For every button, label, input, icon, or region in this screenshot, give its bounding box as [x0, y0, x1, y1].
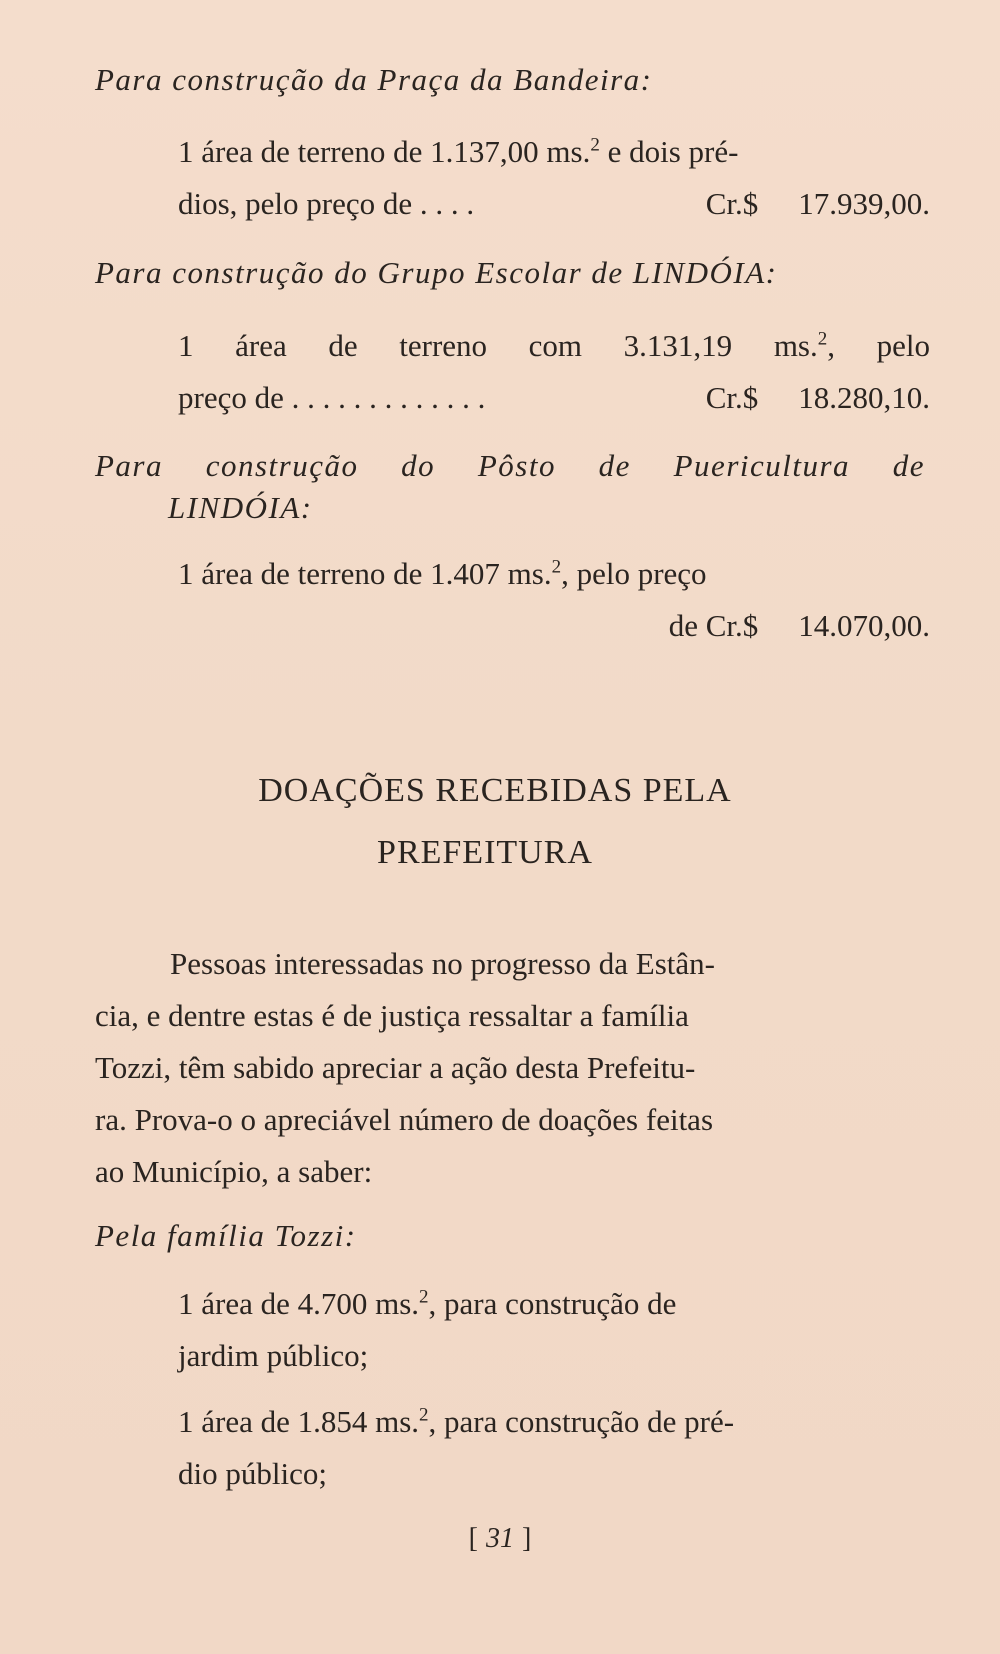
- entry-line: dio público;: [178, 1456, 327, 1491]
- entry-price-line: [178, 178, 930, 230]
- entry-text: , pelo preço: [561, 556, 707, 591]
- entry-text: , para construção de pré-: [428, 1404, 735, 1439]
- entry-predio-publico: [178, 1396, 930, 1500]
- entry-text: 1 área de terreno de 1.137,00 ms.: [178, 134, 591, 169]
- superscript: 2: [419, 1404, 429, 1426]
- entry-text: , para construção de: [428, 1286, 677, 1321]
- superscript: 2: [590, 134, 600, 156]
- body-paragraph: [95, 938, 930, 1198]
- entry-line: [178, 126, 930, 178]
- heading-posto-puericultura: Para construção do Pôsto de Puericultura de: [95, 448, 925, 483]
- superscript: 2: [817, 328, 828, 350]
- entry-jardim-publico: [178, 1278, 930, 1382]
- amount: 18.280,10.: [798, 380, 930, 415]
- entry-price-line: [178, 600, 930, 652]
- entry-line: [178, 548, 930, 600]
- superscript: 2: [551, 556, 562, 578]
- paragraph-line: ao Município, a saber:: [95, 1154, 373, 1189]
- bracket-close: ]: [522, 1523, 532, 1554]
- page-number-value: 31: [486, 1523, 514, 1554]
- price-amount: [706, 372, 930, 424]
- paragraph-line: cia, e dentre estas é de justiça ressaltar a família: [95, 998, 689, 1033]
- currency: Cr.$: [705, 380, 759, 415]
- entry-text: 1 área de terreno de 1.407 ms.: [178, 556, 552, 591]
- entry-text: 1 área de terreno com 3.131,19 ms.: [178, 328, 818, 363]
- entry-grupo-escolar: [178, 320, 930, 424]
- paragraph-line: Pessoas interessadas no progresso da Estân-: [170, 946, 715, 981]
- entry-text: de Cr.$: [668, 608, 759, 643]
- heading-familia-tozzi: Pela família Tozzi:: [95, 1218, 357, 1253]
- paragraph-line: Tozzi, têm sabido apreciar a ação desta Prefeitu-: [95, 1050, 696, 1085]
- currency: Cr.$: [705, 186, 759, 221]
- heading-grupo-escolar: Para construção do Grupo Escolar de LINDÓIA:: [95, 255, 778, 290]
- section-title-line: PREFEITURA: [377, 834, 593, 871]
- entry-text: preço de . . . . . . . . . . . . .: [178, 380, 486, 415]
- entry-line: [178, 1396, 930, 1448]
- entry-price-line: [178, 372, 930, 424]
- heading-posto-puericultura-cont: LINDÓIA:: [168, 490, 313, 525]
- paragraph-line: ra. Prova-o o apreciável número de doações feitas: [95, 1102, 714, 1137]
- section-title-line: DOAÇÕES RECEBIDAS PELA: [258, 772, 732, 809]
- entry-text: , pelo: [827, 328, 931, 363]
- amount: 17.939,00.: [798, 186, 930, 221]
- entry-line: [178, 1278, 930, 1330]
- entry-line: jardim público;: [178, 1338, 369, 1373]
- page-number: [0, 1523, 1000, 1555]
- heading-praca-da-bandeira: Para construção da Praça da Bandeira:: [95, 62, 653, 97]
- section-title: [0, 760, 1000, 884]
- price-amount: [706, 178, 930, 230]
- entry-text: e dois pré-: [599, 134, 739, 169]
- entry-text: 1 área de 1.854 ms.: [178, 1404, 420, 1439]
- entry-text: 1 área de 4.700 ms.: [178, 1286, 420, 1321]
- entry-text: dios, pelo preço de . . . .: [178, 186, 475, 221]
- bracket-open: [: [468, 1523, 478, 1554]
- entry-line: [178, 320, 930, 372]
- superscript: 2: [419, 1286, 429, 1308]
- entry-praca-da-bandeira: [178, 126, 930, 230]
- amount: 14.070,00.: [798, 608, 930, 643]
- entry-posto-puericultura: [178, 548, 930, 652]
